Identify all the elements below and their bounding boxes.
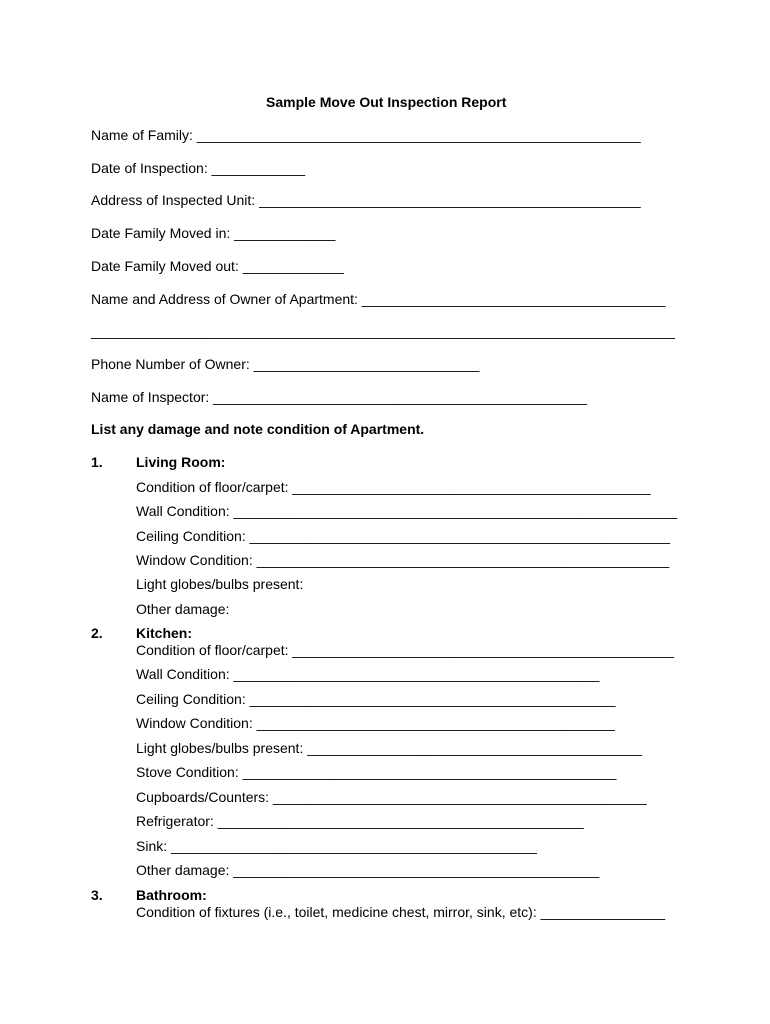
kitchen-item: Refrigerator: _______________________________________________ <box>136 813 584 829</box>
address-field: Address of Inspected Unit: _________________________________________________ <box>91 192 641 208</box>
owner-phone-field: Phone Number of Owner: _____________________________ <box>91 356 480 372</box>
living-room-item: Wall Condition: _________________________________________________________ <box>136 503 678 519</box>
kitchen-item: Wall Condition: _______________________________________________ <box>136 666 600 682</box>
owner-name-address-field: Name and Address of Owner of Apartment: _______________________________________ <box>91 291 666 307</box>
living-room-item: Light globes/bulbs present: <box>136 576 304 592</box>
kitchen-item: Condition of floor/carpet: _________________________________________________ <box>136 642 674 658</box>
inspector-name-field: Name of Inspector: ________________________________________________ <box>91 389 587 405</box>
section-title-bathroom: Bathroom: <box>136 887 207 903</box>
living-room-item: Condition of floor/carpet: ______________________________________________ <box>136 479 651 495</box>
family-name-field: Name of Family: _________________________________________________________ <box>91 127 641 143</box>
kitchen-item: Stove Condition: ________________________________________________ <box>136 764 617 780</box>
bathroom-item: Condition of fixtures (i.e., toilet, medicine chest, mirror, sink, etc): ________________ <box>136 904 666 920</box>
section-number: 1. <box>91 454 103 470</box>
damage-heading: List any damage and note condition of Apartment. <box>91 421 425 437</box>
living-room-item: Ceiling Condition: ______________________________________________________ <box>136 528 671 544</box>
report-title: Sample Move Out Inspection Report <box>266 94 507 110</box>
moved-out-field: Date Family Moved out: _____________ <box>91 258 344 274</box>
section-title-living-room: Living Room: <box>136 454 226 470</box>
section-title-kitchen: Kitchen: <box>136 625 192 641</box>
living-room-item: Other damage: <box>136 601 230 617</box>
owner-name-address-line2: ___________________________________________________________________________ <box>91 323 675 339</box>
living-room-item: Window Condition: _____________________________________________________ <box>136 552 670 568</box>
moved-in-field: Date Family Moved in: _____________ <box>91 225 336 241</box>
kitchen-item: Window Condition: ______________________________________________ <box>136 715 615 731</box>
kitchen-item: Other damage: _______________________________________________ <box>136 862 600 878</box>
kitchen-item: Light globes/bulbs present: ___________________________________________ <box>136 740 643 756</box>
kitchen-item: Cupboards/Counters: ________________________________________________ <box>136 789 647 805</box>
section-number: 2. <box>91 625 103 641</box>
kitchen-item: Ceiling Condition: _______________________________________________ <box>136 691 616 707</box>
inspection-date-field: Date of Inspection: ____________ <box>91 160 306 176</box>
section-number: 3. <box>91 887 103 903</box>
kitchen-item: Sink: _______________________________________________ <box>136 838 537 854</box>
